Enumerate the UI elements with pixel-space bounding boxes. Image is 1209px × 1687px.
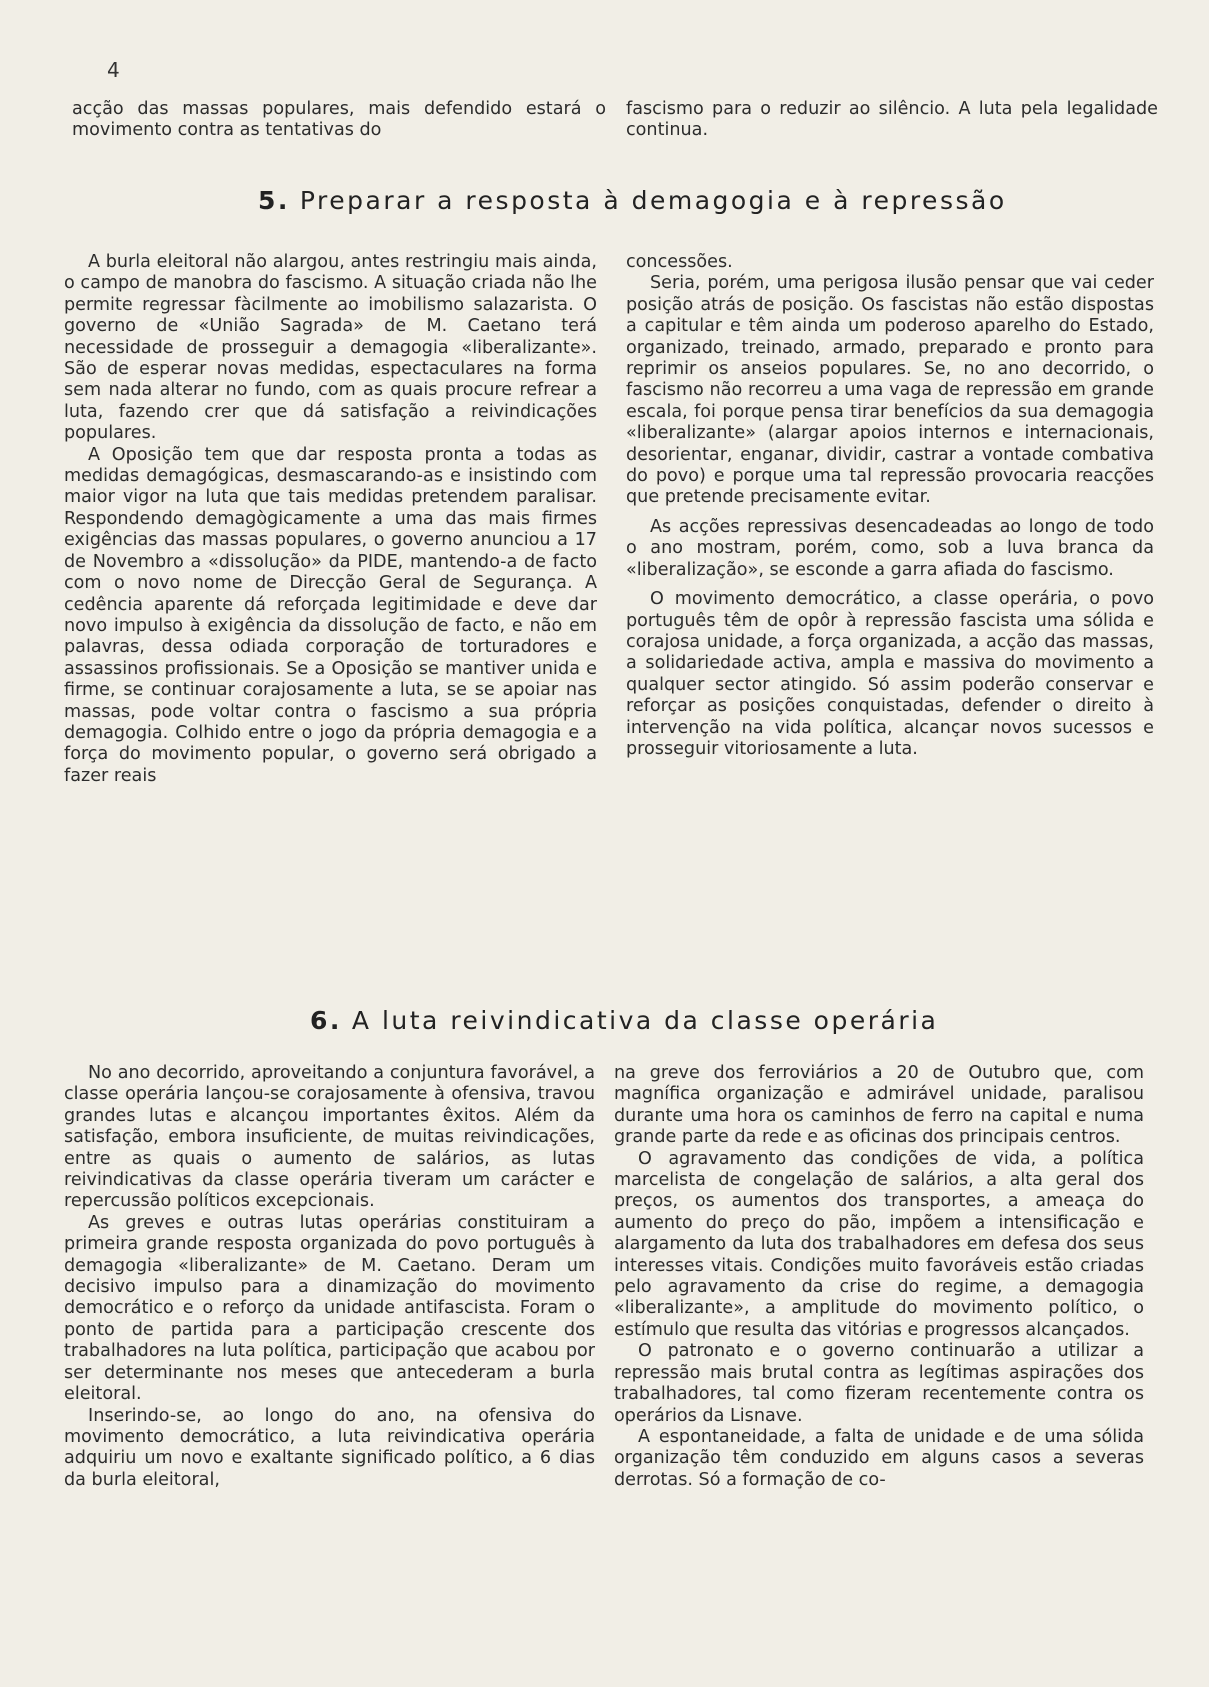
section-6-heading xyxy=(310,1006,938,1035)
section-6-right-column xyxy=(614,1063,1144,1491)
paragraph: concessões. xyxy=(626,252,733,272)
section-6-number: 6. xyxy=(310,1006,342,1035)
section-5-heading xyxy=(258,186,1007,215)
paragraph: acção das massas populares, mais defendido estará o movimento contra as tentativas do xyxy=(72,99,606,141)
paragraph: Inserindo-se, ao longo do ano, na ofensiva do movimento democrático, a luta reivindicativa operária adquiriu um novo e exaltante significado político, a 6 dias da burla eleitoral, xyxy=(64,1405,595,1490)
section-6-title: A luta reivindicativa da classe operária xyxy=(351,1006,939,1035)
paragraph: O patronato e o governo continuarão a utilizar a repressão mais brutal contra as legítimas aspirações dos trabalhadores, tal como fizeram recentemente contra os operários da Lisnave. xyxy=(614,1341,1144,1426)
continued-text-right xyxy=(626,99,1158,142)
paragraph: No ano decorrido, aproveitando a conjuntura favorável, a classe operária lançou-se corajosamente à ofensiva, travou grandes lutas e alcançou importantes êxitos. Além da satisfação, embora insuficiente, de muitas reivindicações, entre as quais o aumento de salários, as lutas reivindicativas da classe operária tiveram um carácter e repercussão políticos excepcionais. xyxy=(64,1063,595,1212)
paragraph: A burla eleitoral não alargou, antes restringiu mais ainda, o campo de manobra do fascismo. A situação criada não lhe permite regressar fàcilmente ao imobilismo salazarista. O governo de «União Sagrada» de M. Caetano terá necessidade de prosseguir a demagogia «liberalizante». São de esperar novas medidas, espectaculares na forma sem nada alterar no fundo, com as quais procure refrear a luta, fazendo crer que dá satisfação a reivindicações populares. xyxy=(64,252,597,444)
page-number: 4 xyxy=(107,58,120,82)
section-5-title: Preparar a resposta à demagogia e à repressão xyxy=(299,186,1007,215)
section-5-number: 5. xyxy=(258,186,290,215)
paragraph: Seria, porém, uma perigosa ilusão pensar que vai ceder posição atrás de posição. Os fascistas não estão dispostas a capitular e têm ainda um poderoso aparelho do Estado, organizado, treinado, armado, preparado e pronto para reprimir os anseios populares. Se, no ano decorrido, o fascismo não recorreu a uma vaga de repressão em grande escala, foi porque pensa tirar benefícios da sua demagogia «liberalizante» (alargar apoios internos e internacionais, desorientar, enganar, dividir, castrar a vontade combativa do povo) e porque uma tal repressão provocaria reacções que pretende precisamente evitar. xyxy=(626,273,1154,508)
section-5-left-column xyxy=(64,252,597,787)
paragraph: A Oposição tem que dar resposta pronta a todas as medidas demagógicas, desmascarando-as e insistindo com maior vigor na luta que tais medidas pretendem paralisar. Respondendo demagògicamente a uma das mais firmes exigências das massas populares, o governo anunciou a 17 de Novembro a «dissolução» da PIDE, mantendo-a de facto com o novo nome de Direcção Geral de Segurança. A cedência aparente dá reforçada legitimidade e deve dar novo impulso à exigência da dissolução de facto, e não em palavras, dessa odiada corporação de torturadores e assassinos profissionais. Se a Oposição se mantiver unida e firme, se continuar corajosamente a luta, se se apoiar nas massas, pode voltar contra o fascismo a sua própria demagogia. Colhido entre o jogo da própria demagogia e a força do movimento popular, o governo será obrigado a fazer reais xyxy=(64,444,597,786)
paragraph: O agravamento das condições de vida, a política marcelista de congelação de salários, a alta geral dos preços, os aumentos dos transportes, a ameaça do aumento do preço do pão, impõem a intensificação e alargamento da luta dos trabalhadores em defesa dos seus interesses vitais. Condições muito favoráveis estão criadas pelo agravamento da crise do regime, a demagogia «liberalizante», a amplitude do movimento político, o estímulo que resulta das vitórias e progressos alcançados. xyxy=(614,1148,1144,1340)
paragraph: na greve dos ferroviários a 20 de Outubro que, com magnífica organização e admirável unidade, paralisou durante uma hora os caminhos de ferro na capital e numa grande parte da rede e as oficinas dos principais centros. xyxy=(614,1063,1144,1148)
continued-text-left xyxy=(72,99,606,142)
paragraph: O movimento democrático, a classe operária, o povo português têm de opôr à repressão fascista uma sólida e corajosa unidade, a força organizada, a acção das massas, a solidariedade activa, ampla e massiva do movimento a qualquer sector atingido. Só assim poderão conservar e reforçar as posições conquistadas, defender o direito à intervenção na vida política, alcançar novos sucessos e prosseguir vitoriosamente a luta. xyxy=(626,589,1154,759)
section-5-right-column xyxy=(626,252,1154,760)
paragraph: fascismo para o reduzir ao silêncio. A luta pela legalidade continua. xyxy=(626,99,1158,141)
paragraph: As greves e outras lutas operárias constituiram a primeira grande resposta organizada do povo português à demagogia «liberalizante» de M. Caetano. Deram um decisivo impulso para a dinamização do movimento democrático e o reforço da unidade antifascista. Foram o ponto de partida para a participação crescente dos trabalhadores na luta política, participação que acabou por ser determinante nos meses que antecederam a burla eleitoral. xyxy=(64,1212,595,1405)
paragraph: As acções repressivas desencadeadas ao longo de todo o ano mostram, porém, como, sob a luva branca da «liberalização», se esconde a garra afiada do fascismo. xyxy=(626,516,1154,580)
section-6-left-column xyxy=(64,1063,595,1491)
paragraph: A espontaneidade, a falta de unidade e de uma sólida organização têm conduzido em alguns casos a severas derrotas. Só a formação de co- xyxy=(614,1426,1144,1490)
